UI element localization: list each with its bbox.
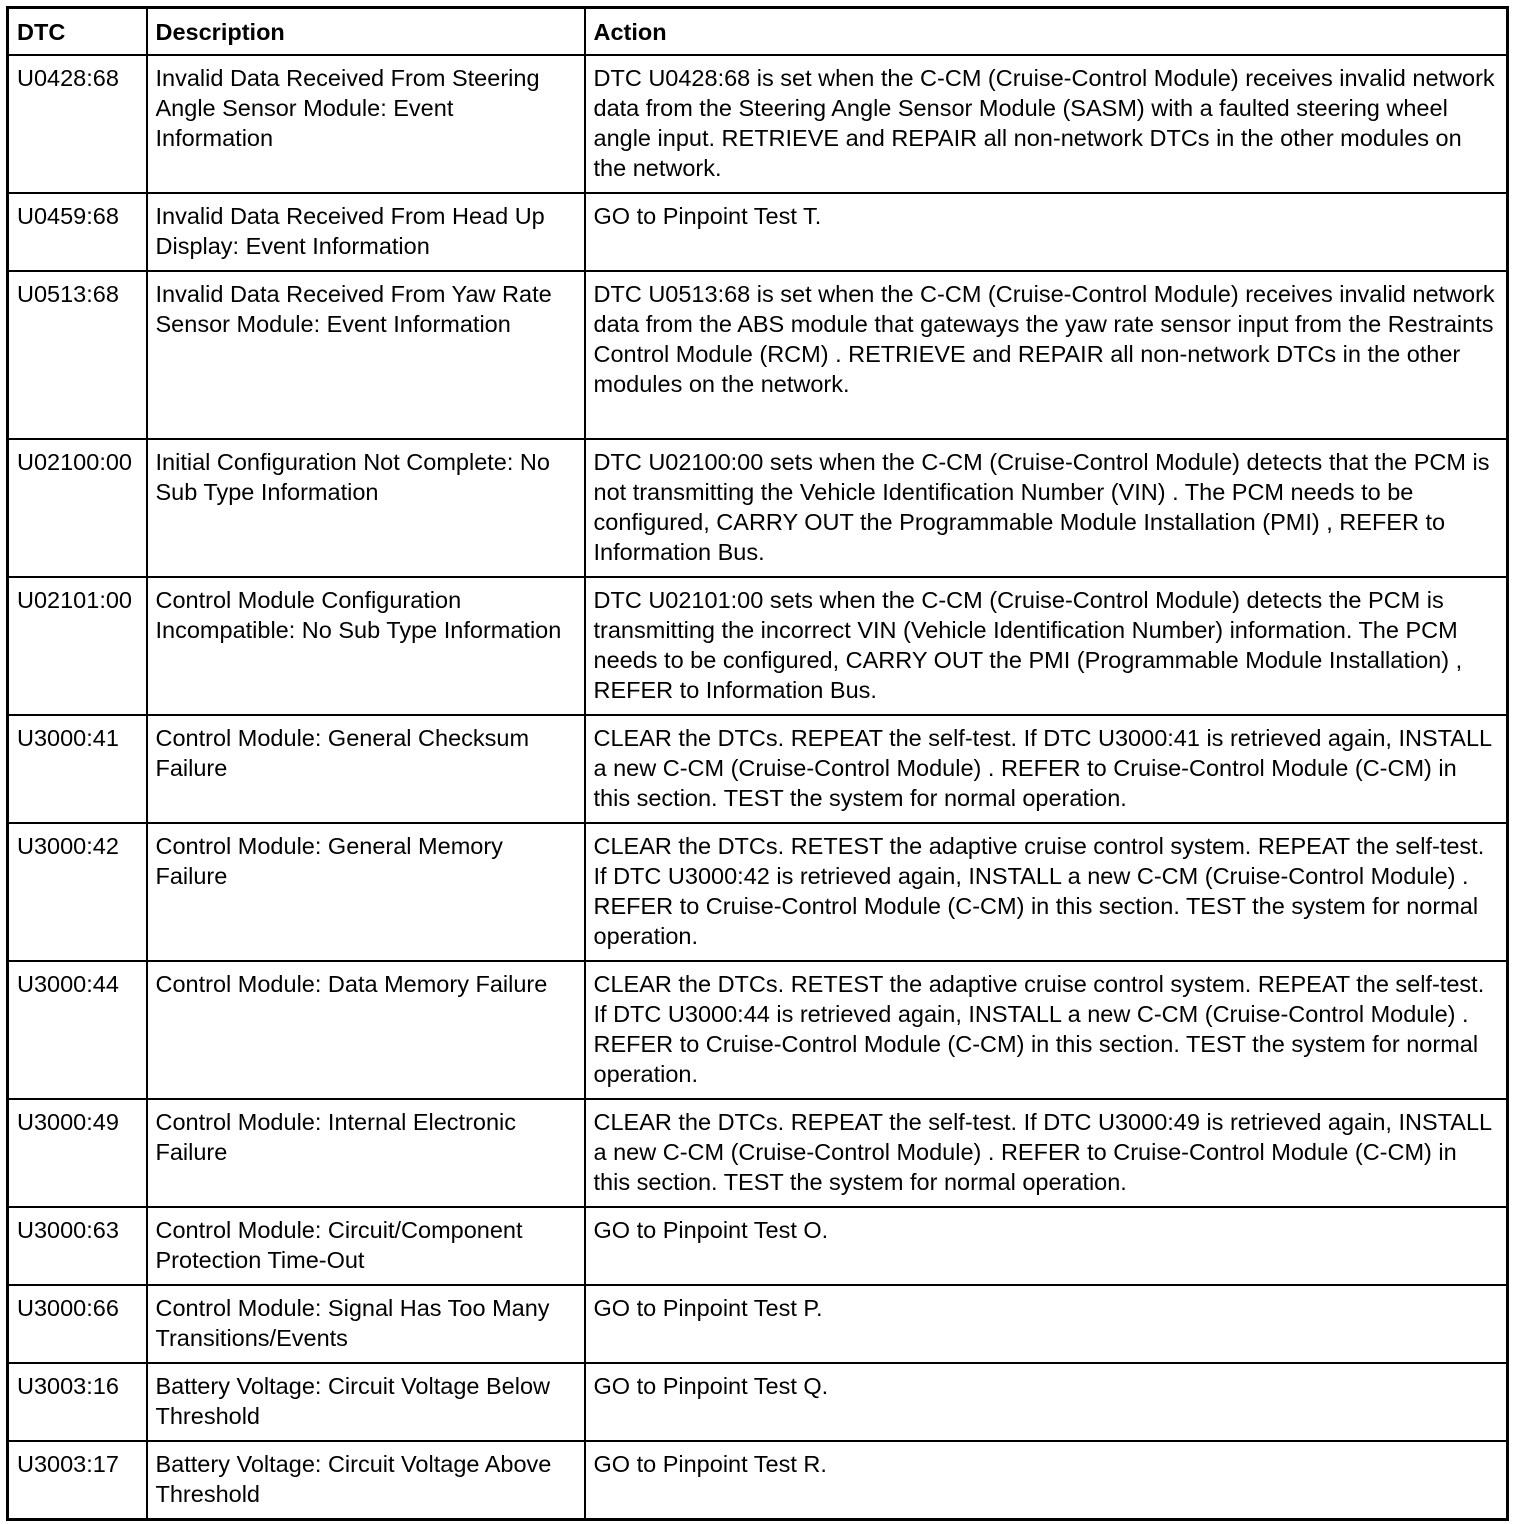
description-cell: Invalid Data Received From Steering Angle Sensor Module: Event Information — [147, 55, 585, 193]
dtc-code-cell: U3000:42 — [8, 823, 147, 961]
action-cell: CLEAR the DTCs. RETEST the adaptive cruise control system. REPEAT the self-test. If DTC U3000:44 is retrieved again, INSTALL a new C-CM (Cruise-Control Module) . REFER to Cruise-Control Module (C-CM) in this section. TEST the system for normal operation. — [585, 961, 1508, 1099]
table-row — [8, 577, 1508, 715]
action-cell: CLEAR the DTCs. REPEAT the self-test. If DTC U3000:49 is retrieved again, INSTALL a new C-CM (Cruise-Control Module) . REFER to Cruise-Control Module (C-CM) in this section. TEST the system for normal operation. — [585, 1099, 1508, 1207]
description-cell: Control Module Configuration Incompatible: No Sub Type Information — [147, 577, 585, 715]
description-cell: Control Module: Internal Electronic Failure — [147, 1099, 585, 1207]
action-cell: GO to Pinpoint Test O. — [585, 1207, 1508, 1285]
dtc-code-cell: U02101:00 — [8, 577, 147, 715]
action-cell: DTC U02100:00 sets when the C-CM (Cruise-Control Module) detects that the PCM is not transmitting the Vehicle Identification Number (VIN) . The PCM needs to be configured, CARRY OUT the Programmable Module Installation (PMI) , REFER to Information Bus. — [585, 439, 1508, 577]
dtc-code-cell: U0459:68 — [8, 193, 147, 271]
description-cell: Control Module: Circuit/Component Protection Time-Out — [147, 1207, 585, 1285]
action-cell: DTC U0428:68 is set when the C-CM (Cruise-Control Module) receives invalid network data from the Steering Angle Sensor Module (SASM) with a faulted steering wheel angle input. RETRIEVE and REPAIR all non-network DTCs in the other modules on the network. — [585, 55, 1508, 193]
description-cell: Control Module: General Memory Failure — [147, 823, 585, 961]
table-row — [8, 1099, 1508, 1207]
table-row — [8, 715, 1508, 823]
dtc-code-cell: U0428:68 — [8, 55, 147, 193]
description-cell: Initial Configuration Not Complete: No Sub Type Information — [147, 439, 585, 577]
table-row — [8, 193, 1508, 271]
description-cell: Control Module: General Checksum Failure — [147, 715, 585, 823]
action-cell: GO to Pinpoint Test P. — [585, 1285, 1508, 1363]
table-row — [8, 1285, 1508, 1363]
dtc-code-cell: U3000:63 — [8, 1207, 147, 1285]
description-cell: Control Module: Data Memory Failure — [147, 961, 585, 1099]
action-cell: GO to Pinpoint Test Q. — [585, 1363, 1508, 1441]
action-cell: GO to Pinpoint Test R. — [585, 1441, 1508, 1519]
table-header-row — [8, 8, 1508, 56]
dtc-code-cell: U02100:00 — [8, 439, 147, 577]
action-cell: GO to Pinpoint Test T. — [585, 193, 1508, 271]
table-body — [8, 55, 1508, 1519]
table-row — [8, 55, 1508, 193]
action-cell: DTC U02101:00 sets when the C-CM (Cruise-Control Module) detects the PCM is transmitting the incorrect VIN (Vehicle Identification Number) information. The PCM needs to be configured, CARRY OUT the PMI (Programmable Module Installation) , REFER to Information Bus. — [585, 577, 1508, 715]
dtc-code-cell: U3003:17 — [8, 1441, 147, 1519]
description-cell: Invalid Data Received From Yaw Rate Sensor Module: Event Information — [147, 271, 585, 439]
header-dtc: DTC — [8, 8, 147, 56]
dtc-code-cell: U3000:66 — [8, 1285, 147, 1363]
dtc-table — [6, 6, 1509, 1521]
table-row — [8, 1441, 1508, 1519]
table-row — [8, 961, 1508, 1099]
header-description: Description — [147, 8, 585, 56]
dtc-code-cell: U0513:68 — [8, 271, 147, 439]
dtc-code-cell: U3000:41 — [8, 715, 147, 823]
action-cell: DTC U0513:68 is set when the C-CM (Cruise-Control Module) receives invalid network data from the ABS module that gateways the yaw rate sensor input from the Restraints Control Module (RCM) . RETRIEVE and REPAIR all non-network DTCs in the other modules on the network. — [585, 271, 1508, 439]
description-cell: Battery Voltage: Circuit Voltage Below Threshold — [147, 1363, 585, 1441]
table-row — [8, 271, 1508, 439]
dtc-code-cell: U3000:49 — [8, 1099, 147, 1207]
dtc-code-cell: U3000:44 — [8, 961, 147, 1099]
header-action: Action — [585, 8, 1508, 56]
description-cell: Control Module: Signal Has Too Many Transitions/Events — [147, 1285, 585, 1363]
dtc-code-cell: U3003:16 — [8, 1363, 147, 1441]
table-row — [8, 1363, 1508, 1441]
table-row — [8, 439, 1508, 577]
table-row — [8, 823, 1508, 961]
action-cell: CLEAR the DTCs. RETEST the adaptive cruise control system. REPEAT the self-test. If DTC U3000:42 is retrieved again, INSTALL a new C-CM (Cruise-Control Module) . REFER to Cruise-Control Module (C-CM) in this section. TEST the system for normal operation. — [585, 823, 1508, 961]
description-cell: Invalid Data Received From Head Up Display: Event Information — [147, 193, 585, 271]
description-cell: Battery Voltage: Circuit Voltage Above Threshold — [147, 1441, 585, 1519]
table-row — [8, 1207, 1508, 1285]
action-cell: CLEAR the DTCs. REPEAT the self-test. If DTC U3000:41 is retrieved again, INSTALL a new C-CM (Cruise-Control Module) . REFER to Cruise-Control Module (C-CM) in this section. TEST the system for normal operation. — [585, 715, 1508, 823]
